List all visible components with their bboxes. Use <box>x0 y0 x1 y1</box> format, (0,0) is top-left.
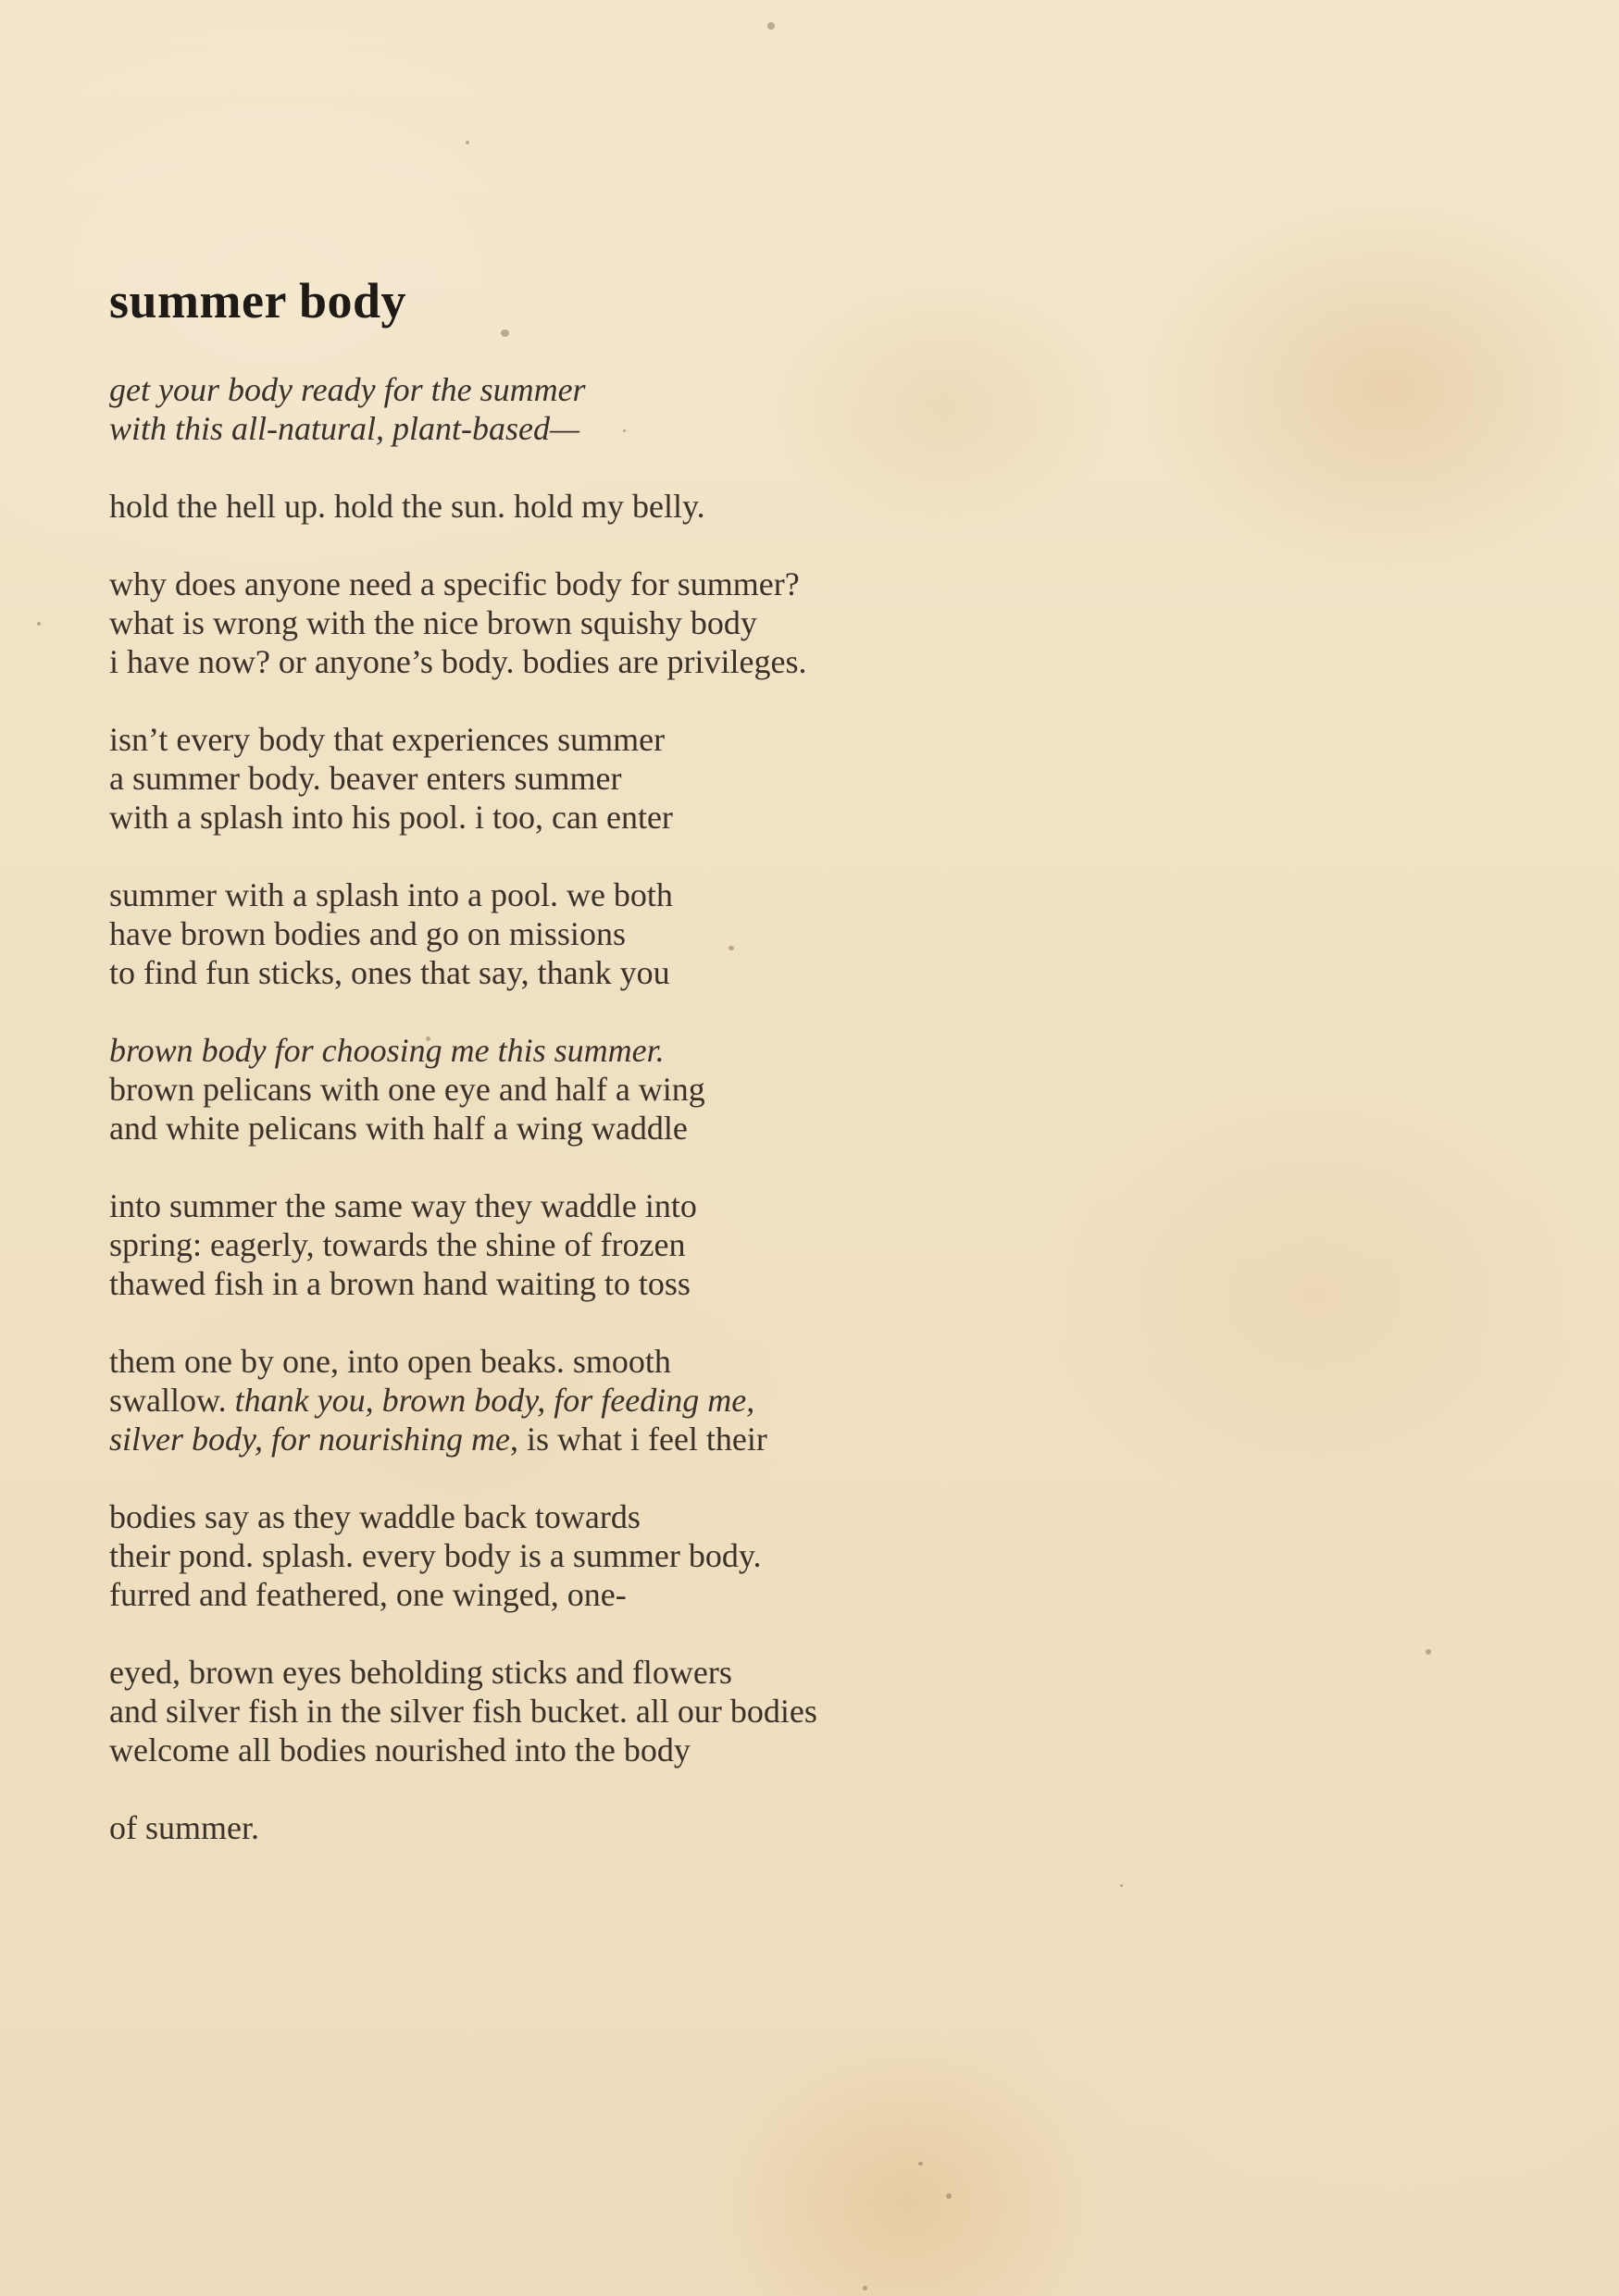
poem-line <box>109 1536 1127 1575</box>
text-segment: their pond. splash. every body is a summer body. <box>109 1537 762 1574</box>
text-segment: summer with a splash into a pool. we both <box>109 876 673 913</box>
text-segment: i have now? or anyone’s body. bodies are privileges. <box>109 643 807 680</box>
text-segment: spring: eagerly, towards the shine of frozen <box>109 1226 686 1263</box>
text-segment: welcome all bodies nourished into the body <box>109 1731 691 1769</box>
italic-segment: with this all-natural, plant-based— <box>109 410 580 447</box>
stanza <box>109 370 1127 448</box>
text-segment: eyed, brown eyes beholding sticks and flowers <box>109 1654 732 1691</box>
stanza <box>109 565 1127 681</box>
poem <box>109 268 1127 1847</box>
poem-line <box>109 1031 1127 1070</box>
poem-line <box>109 914 1127 953</box>
poem-line <box>109 603 1127 642</box>
stanza <box>109 487 1127 526</box>
text-segment: with a splash into his pool. i too, can enter <box>109 799 673 836</box>
paper-speck <box>37 622 41 626</box>
stanza <box>109 1653 1127 1769</box>
poem-line <box>109 1342 1127 1381</box>
text-segment: what is wrong with the nice brown squishy body <box>109 604 757 641</box>
text-segment: swallow. <box>109 1382 235 1419</box>
text-segment: furred and feathered, one winged, one- <box>109 1576 627 1613</box>
poem-line <box>109 1381 1127 1420</box>
text-segment: brown pelicans with one eye and half a wing <box>109 1071 705 1108</box>
text-segment: and silver fish in the silver fish bucket. all our bodies <box>109 1693 817 1730</box>
stanza <box>109 720 1127 837</box>
poem-line <box>109 1692 1127 1731</box>
italic-segment: brown body for choosing me this summer. <box>109 1032 665 1069</box>
text-segment: a summer body. beaver enters summer <box>109 760 622 797</box>
poem-line <box>109 1225 1127 1264</box>
text-segment: have brown bodies and go on missions <box>109 915 626 952</box>
stanza <box>109 1031 1127 1148</box>
italic-segment: silver body, for nourishing me <box>109 1421 510 1458</box>
paper-speck <box>946 2193 952 2199</box>
stanza <box>109 1497 1127 1614</box>
poem-line <box>109 720 1127 759</box>
poem-line <box>109 1109 1127 1148</box>
poem-line <box>109 798 1127 837</box>
poem-line <box>109 565 1127 603</box>
text-segment: isn’t every body that experiences summer <box>109 721 666 758</box>
text-segment: and white pelicans with half a wing waddle <box>109 1110 688 1147</box>
poem-line <box>109 1731 1127 1769</box>
stanza <box>109 875 1127 992</box>
text-segment: them one by one, into open beaks. smooth <box>109 1343 671 1380</box>
text-segment: bodies say as they waddle back towards <box>109 1498 641 1535</box>
italic-segment: get your body ready for the summer <box>109 371 586 408</box>
text-segment: to find fun sticks, ones that say, thank you <box>109 954 670 991</box>
poem-line <box>109 1808 1127 1847</box>
text-segment: thawed fish in a brown hand waiting to toss <box>109 1265 691 1302</box>
paper-speck <box>767 22 775 30</box>
poem-line <box>109 1497 1127 1536</box>
paper-speck <box>918 2162 923 2166</box>
stanza <box>109 1808 1127 1847</box>
stanza <box>109 1342 1127 1458</box>
poem-line <box>109 875 1127 914</box>
poem-line <box>109 409 1127 448</box>
text-segment: into summer the same way they waddle into <box>109 1187 697 1224</box>
text-segment: why does anyone need a specific body for summer? <box>109 565 800 602</box>
paper-speck <box>1426 1649 1431 1655</box>
poem-line <box>109 1264 1127 1303</box>
text-segment: of summer. <box>109 1809 259 1846</box>
poem-body <box>109 370 1127 1847</box>
poem-line <box>109 370 1127 409</box>
poem-line <box>109 1070 1127 1109</box>
stanza <box>109 1186 1127 1303</box>
poem-line <box>109 487 1127 526</box>
poem-line <box>109 1186 1127 1225</box>
paper-speck <box>863 2286 867 2290</box>
poem-title: summer body <box>109 273 407 329</box>
poem-line <box>109 1420 1127 1458</box>
text-segment: , is what i feel their <box>509 1421 767 1458</box>
poem-line <box>109 642 1127 681</box>
paper-speck <box>1120 1884 1123 1887</box>
poem-line <box>109 1575 1127 1614</box>
text-segment: hold the hell up. hold the sun. hold my belly. <box>109 488 705 525</box>
poem-line <box>109 953 1127 992</box>
poem-line <box>109 759 1127 798</box>
italic-segment: thank you, brown body, for feeding me, <box>234 1382 755 1419</box>
poem-line <box>109 1653 1127 1692</box>
paper-speck <box>466 141 469 144</box>
